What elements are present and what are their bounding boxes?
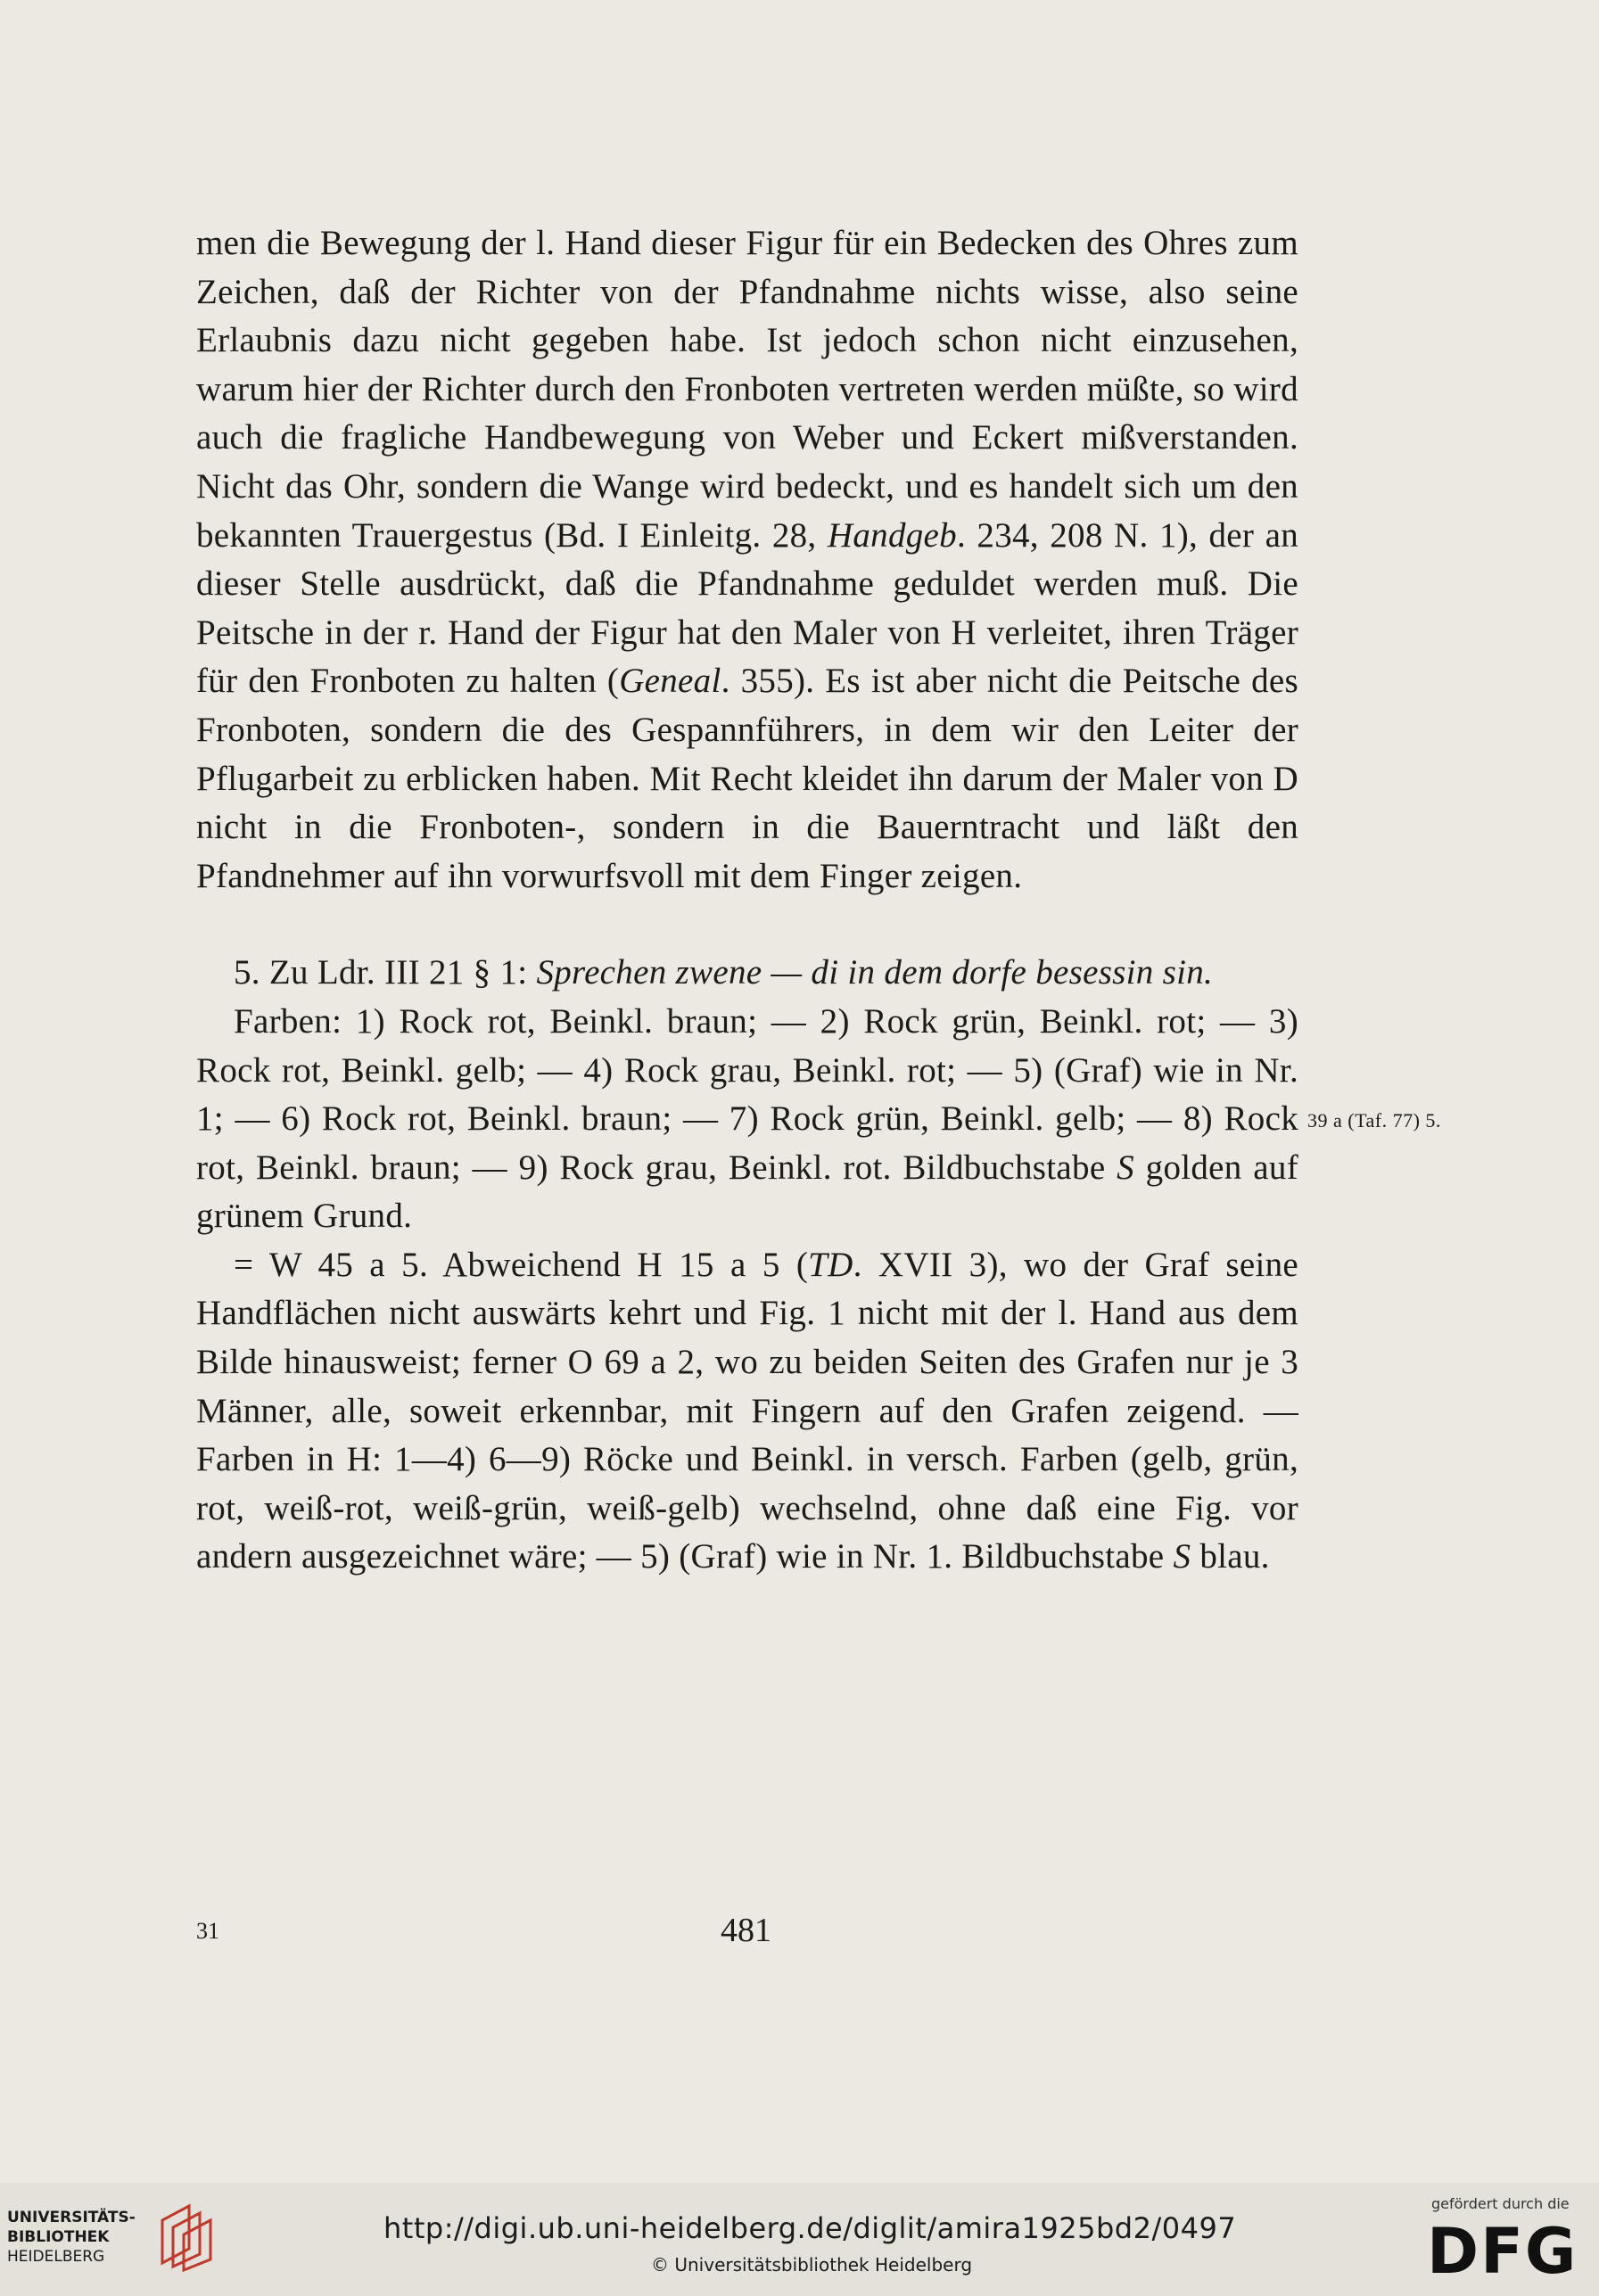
dfg-logo: DFG bbox=[1427, 2215, 1578, 2288]
margin-note: 39 a (Taf. 77) 5. bbox=[1307, 1109, 1441, 1132]
page-number: 481 bbox=[721, 1912, 771, 1949]
signature-mark: 31 bbox=[196, 1918, 219, 1944]
paragraph-2: Farben: 1) Rock rot, Beinkl. braun; — 2) Rock grün, Beinkl. rot; — 3) Rock rot, Beinkl. gelb; — 4) Rock grau, Beinkl. rot; — 5) (Graf) wie in Nr. 1; — 6) Rock rot, Beinkl. braun; — 7) Rock grün, Beinkl. gelb; — 8) Rock rot, Beinkl. braun; — 9) Rock grau, Beinkl. rot. Bildbuchstabe S golden auf grünem Grund. bbox=[196, 1001, 1298, 1236]
library-logo[interactable] bbox=[0, 2201, 232, 2290]
paragraph-1: men die Bewegung der l. Hand dieser Figur für ein Bedecken des Ohres zum Zeichen, daß der Richter von der Pfandnahme nichts wisse, also seine Erlaubnis dazu nicht gegeben habe. Ist jedoch schon nicht einzusehen, warum hier der Richter durch den Fronboten vertreten werden müßte, so wird auch die fragliche Handbewegung von Weber und Eckert mißverstanden. Nicht das Ohr, sondern die Wange wird bedeckt, und es handelt sich um den bekannten Trauergestus (Bd. I Einleitg. 28, Handgeb. 234, 208 N. 1), der an dieser Stelle ausdrückt, daß die Pfandnahme geduldet werden muß. Die Peitsche in der r. Hand der Figur hat den Maler von H verleitet, ihren Träger für den Fronboten zu halten (Geneal. 355). Es ist aber nicht die Peitsche des Fronboten, sondern die des Gespannführers, in dem wir den Leiter der Pflugarbeit zu erblicken haben. Mit Recht kleidet ihn darum der Maler von D nicht in die Fronboten-, sondern in die Bauerntracht und läßt den Pfandnehmer auf ihn vorwurfsvoll mit dem Finger zeigen. bbox=[196, 224, 1298, 895]
logo-text: UNIVERSITÄTS- BIBLIOTHEK HEIDELBERG bbox=[7, 2209, 136, 2266]
paragraph-3: = W 45 a 5. Abweichend H 15 a 5 (TD. XVII 3), wo der Graf seine Handflächen nicht auswärts kehrt und Fig. 1 nicht mit der l. Hand aus dem Bilde hinausweist; ferner O 69 a 2, wo zu beiden Seiten des Grafen nur je 3 Männer, alle, soweit erkennbar, mit Fingern auf den Grafen zeigend. — Farben in H: 1—4) 6—9) Röcke und Beinkl. in versch. Farben (gelb, grün, rot, weiß-rot, weiß-grün, weiß-gelb) wechselnd, ohne daß eine Fig. vor andern ausgezeichnet wäre; — 5) (Graf) wie in Nr. 1. Bildbuchstabe S blau. bbox=[196, 1245, 1298, 1576]
body-text bbox=[196, 219, 1298, 1582]
footer-bar bbox=[0, 2183, 1599, 2296]
permalink-url[interactable]: http://digi.ub.uni-heidelberg.de/diglit/amira1925bd2/0497 bbox=[383, 2211, 1237, 2245]
section-heading: 5. Zu Ldr. III 21 § 1: Sprechen zwene — di in dem dorfe besessin sin. bbox=[234, 953, 1214, 992]
funded-by-label: gefördert durch die bbox=[1431, 2195, 1570, 2212]
copyright-text: © Universitätsbibliothek Heidelberg bbox=[651, 2254, 973, 2275]
library-logo-icon bbox=[153, 2201, 218, 2272]
